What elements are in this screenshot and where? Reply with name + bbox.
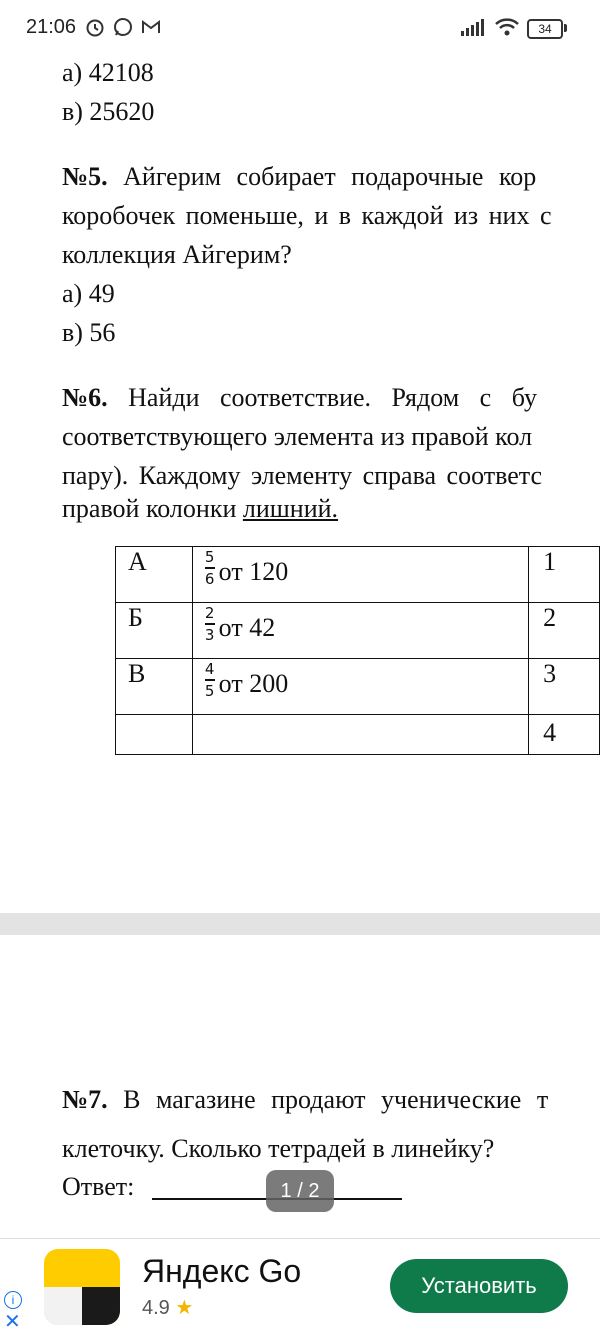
page-break xyxy=(0,913,600,935)
table-row xyxy=(116,547,600,603)
fraction-numerator: 2 xyxy=(204,604,215,622)
status-bar xyxy=(0,0,600,58)
ad-rating xyxy=(142,1295,193,1320)
status-time: 21:06 xyxy=(26,16,77,38)
q4-option-v: в) 25620 xyxy=(62,97,155,126)
q7-number: №7. xyxy=(62,1085,108,1114)
q6-line4-underlined: лишний. xyxy=(242,494,339,523)
q6-number: №6. xyxy=(62,383,108,412)
q6-line1 xyxy=(62,383,537,413)
row-fraction xyxy=(192,659,528,715)
row-fraction xyxy=(192,715,528,755)
ad-banner[interactable] xyxy=(0,1238,600,1333)
q5-option-a: а) 49 xyxy=(62,279,115,308)
row-right-number: 4 xyxy=(529,715,600,755)
yandex-go-logo-icon[interactable] xyxy=(44,1249,120,1325)
q7-answer-label: Ответ: xyxy=(62,1172,135,1201)
fraction xyxy=(205,605,215,643)
q6-line3: пару). Каждому элементу справа соответс xyxy=(62,461,543,490)
q7-line1 xyxy=(62,1085,548,1115)
q5-number: №5. xyxy=(62,162,108,191)
q7-line2: клеточку. Сколько тетрадей в линейку? xyxy=(62,1134,495,1163)
fraction-denominator: 3 xyxy=(204,625,215,644)
fraction-denominator: 5 xyxy=(204,681,215,700)
rating-value: 4.9 xyxy=(142,1297,170,1319)
fraction-text: от 120 xyxy=(218,557,289,586)
q5-line2: коробочек поменьше, и в каждой из них с xyxy=(62,201,552,230)
install-button[interactable]: Установить xyxy=(390,1259,568,1313)
wifi-icon xyxy=(494,16,520,38)
info-icon[interactable]: i xyxy=(4,1291,22,1309)
q5-line1-text: Айгерим собирает подарочные кор xyxy=(107,162,537,191)
whatsapp-icon xyxy=(112,16,134,38)
row-fraction xyxy=(192,603,528,659)
row-fraction xyxy=(192,547,528,603)
star-icon: ★ xyxy=(175,1297,194,1319)
close-icon[interactable]: ✕ xyxy=(4,1311,21,1333)
battery-icon: 34 xyxy=(527,19,563,39)
matching-table xyxy=(115,546,600,755)
row-letter: В xyxy=(116,659,193,715)
q4-option-a: а) 42108 xyxy=(62,58,154,87)
fraction-denominator: 6 xyxy=(204,569,215,588)
q6-line2: соответствующего элемента из правой кол xyxy=(62,422,533,451)
q7-line1-text: В магазине продают ученические т xyxy=(107,1085,549,1114)
row-right-number: 1 xyxy=(529,547,600,603)
fraction-text: от 200 xyxy=(218,669,289,698)
fraction xyxy=(205,549,215,587)
row-letter xyxy=(116,715,193,755)
fraction-numerator: 4 xyxy=(204,660,215,678)
fraction-text: от 42 xyxy=(218,613,276,642)
q5-line3: коллекция Айгерим? xyxy=(62,240,292,269)
ad-app-title[interactable]: Яндекс Go xyxy=(142,1253,302,1289)
q5-option-v: в) 56 xyxy=(62,318,116,347)
row-right-number: 3 xyxy=(529,659,600,715)
alarm-icon xyxy=(84,16,106,38)
row-letter: Б xyxy=(116,603,193,659)
table-row xyxy=(116,659,600,715)
q6-line1-text: Найди соответствие. Рядом с бу xyxy=(107,383,537,412)
q6-line4 xyxy=(62,494,338,524)
row-letter: А xyxy=(116,547,193,603)
gmail-icon xyxy=(140,16,162,38)
fraction-numerator: 5 xyxy=(204,548,215,566)
table-row xyxy=(116,715,600,755)
battery-tip xyxy=(564,24,567,32)
signal-icon xyxy=(460,16,486,38)
q5-line1 xyxy=(62,162,536,192)
page-indicator: 1 / 2 xyxy=(266,1170,334,1212)
table-row xyxy=(116,603,600,659)
fraction xyxy=(205,661,215,699)
q6-line4-text: правой колонки xyxy=(62,494,243,523)
row-right-number: 2 xyxy=(529,603,600,659)
